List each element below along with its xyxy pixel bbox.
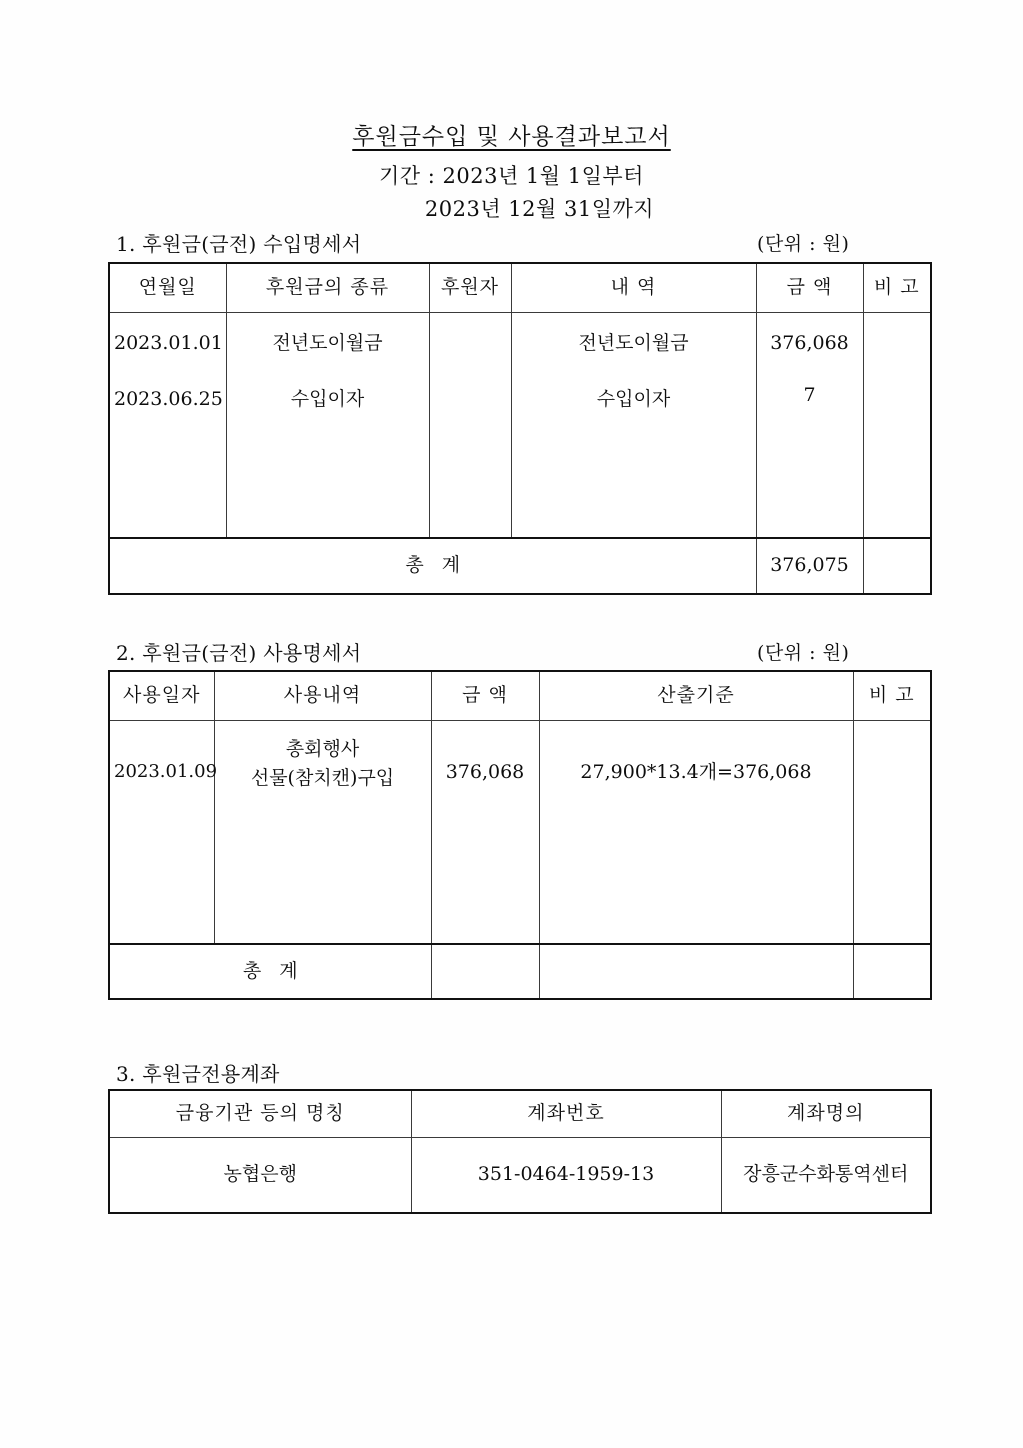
income-table-body-row xyxy=(109,313,931,539)
expense-total-remark xyxy=(853,944,931,999)
document-title: 후원금수입 및 사용결과보고서 xyxy=(352,124,671,150)
income-remark-cell xyxy=(863,313,931,539)
account-table xyxy=(108,1089,932,1214)
income-date-2: 2023.06.25 xyxy=(114,387,223,410)
income-type-2: 수입이자 xyxy=(290,387,365,410)
income-amount-cell xyxy=(756,313,863,539)
income-header-amount: 금 액 xyxy=(756,263,863,313)
expense-detail-line-1: 총회행사 xyxy=(285,738,360,760)
account-header-institution: 금융기관 등의 명칭 xyxy=(109,1090,411,1138)
income-header-type: 후원금의 종류 xyxy=(226,263,429,313)
income-type-1: 전년도이월금 xyxy=(272,332,383,354)
income-header-remark: 비 고 xyxy=(863,263,931,313)
document-header xyxy=(0,118,1023,226)
expense-remark-cell xyxy=(853,721,931,945)
expense-header-basis: 산출기준 xyxy=(539,671,853,721)
expense-amount-cell: 376,068 xyxy=(431,721,539,945)
expense-header-date: 사용일자 xyxy=(109,671,214,721)
expense-header-detail: 사용내역 xyxy=(214,671,431,721)
income-total-remark xyxy=(863,538,931,594)
expense-detail-cell xyxy=(214,721,431,945)
section-heading-expense: 2. 후원금(금전) 사용명세서 xyxy=(116,641,362,665)
income-detail-2: 수입이자 xyxy=(596,387,671,410)
account-number-cell: 351-0464-1959-13 xyxy=(411,1138,721,1214)
period-line-from: 기간 : 2023년 1월 1일부터 xyxy=(379,164,644,188)
income-type-cell xyxy=(226,313,429,539)
expense-basis-cell: 27,900*13.4개=376,068 xyxy=(539,721,853,945)
unit-note-income: (단위 : 원) xyxy=(757,233,850,255)
income-header-date: 연월일 xyxy=(109,263,226,313)
income-amount-2: 7 xyxy=(803,383,816,406)
income-detail-1: 전년도이월금 xyxy=(578,332,689,354)
income-amount-1: 376,068 xyxy=(770,332,849,354)
income-date-cell xyxy=(109,313,226,539)
expense-total-row xyxy=(109,944,931,999)
section-heading-account: 3. 후원금전용계좌 xyxy=(116,1062,280,1086)
account-holder-cell: 장흥군수화통역센터 xyxy=(721,1138,931,1214)
income-date-1: 2023.01.01 xyxy=(114,332,223,354)
expense-table-header-row xyxy=(109,671,931,721)
account-table-header-row xyxy=(109,1090,931,1138)
income-detail-cell xyxy=(511,313,756,539)
income-total-label: 총 계 xyxy=(109,538,756,594)
expense-header-remark: 비 고 xyxy=(853,671,931,721)
income-total-amount: 376,075 xyxy=(756,538,863,594)
expense-date-cell: 2023.01.09 xyxy=(109,721,214,945)
income-table-header-row xyxy=(109,263,931,313)
income-header-donor: 후원자 xyxy=(429,263,511,313)
income-total-row xyxy=(109,538,931,594)
account-table-body-row xyxy=(109,1138,931,1214)
section-heading-income: 1. 후원금(금전) 수입명세서 xyxy=(116,232,362,256)
account-institution-cell: 농협은행 xyxy=(109,1138,411,1214)
account-header-holder: 계좌명의 xyxy=(721,1090,931,1138)
income-table xyxy=(108,262,932,595)
expense-table-body-row xyxy=(109,721,931,945)
income-header-detail: 내 역 xyxy=(511,263,756,313)
expense-total-amount xyxy=(431,944,539,999)
expense-table xyxy=(108,670,932,1000)
expense-header-amount: 금 액 xyxy=(431,671,539,721)
expense-total-basis xyxy=(539,944,853,999)
unit-note-expense: (단위 : 원) xyxy=(757,642,850,664)
income-donor-cell xyxy=(429,313,511,539)
expense-total-label: 총 계 xyxy=(109,944,431,999)
expense-detail-line-2: 선물(참치캔)구입 xyxy=(250,767,395,790)
account-header-number: 계좌번호 xyxy=(411,1090,721,1138)
period-line-to: 2023년 12월 31일까지 xyxy=(424,197,655,221)
